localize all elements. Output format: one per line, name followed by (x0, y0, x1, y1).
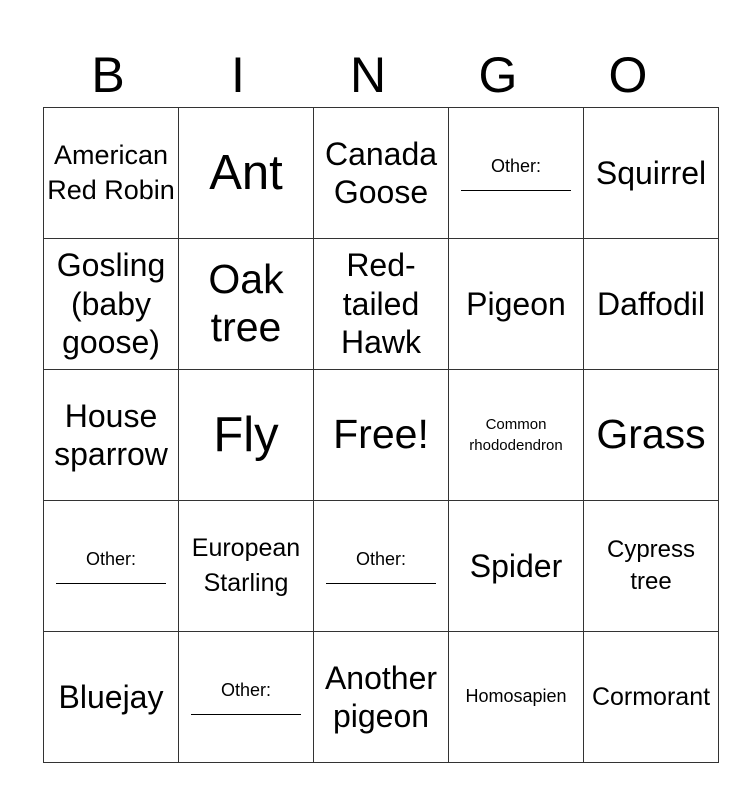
cell-label: Fly (213, 407, 279, 462)
bingo-cell[interactable] (179, 370, 314, 501)
bingo-cell[interactable] (449, 632, 584, 763)
bingo-cell[interactable] (314, 501, 449, 632)
bingo-cell[interactable] (179, 239, 314, 370)
bingo-cell[interactable] (449, 239, 584, 370)
cell-label: Oak tree (208, 256, 284, 350)
bingo-row (44, 370, 719, 501)
cell-label: Red-tailed Hawk (340, 247, 421, 361)
write-in-line[interactable] (326, 583, 436, 584)
header-letter-g: G (478, 47, 518, 103)
header-letter-o: O (608, 47, 648, 103)
bingo-row (44, 632, 719, 763)
bingo-cell[interactable] (314, 108, 449, 239)
other-label: Other: (220, 679, 272, 700)
cell-label: Canada Goose (324, 135, 438, 210)
cell-label: Common rhododendron (469, 416, 563, 454)
bingo-cell[interactable] (179, 632, 314, 763)
cell-label: Free! (333, 411, 429, 458)
cell-label: Homosapien (465, 686, 567, 707)
bingo-cell[interactable] (584, 108, 719, 239)
cell-label: Daffodil (597, 285, 705, 322)
other-label: Other: (355, 548, 407, 569)
bingo-header (43, 44, 693, 106)
bingo-cell[interactable] (44, 632, 179, 763)
bingo-cell[interactable] (449, 108, 584, 239)
other-label: Other: (85, 548, 137, 569)
cell-label: Cormorant (591, 682, 711, 711)
bingo-cell[interactable] (314, 632, 449, 763)
cell-label: Bluejay (58, 678, 164, 715)
bingo-cell[interactable] (314, 370, 449, 501)
bingo-cell[interactable] (44, 108, 179, 239)
cell-label: European Starling (191, 534, 301, 597)
bingo-cell[interactable] (584, 370, 719, 501)
bingo-row (44, 501, 719, 632)
bingo-cell[interactable] (449, 370, 584, 501)
cell-label: Grass (596, 411, 706, 458)
cell-label: Ant (209, 145, 283, 200)
bingo-board-body (44, 108, 719, 763)
bingo-cell[interactable] (179, 108, 314, 239)
header-letter-b: B (91, 47, 125, 103)
write-in-line[interactable] (461, 190, 571, 191)
bingo-row (44, 108, 719, 239)
other-label: Other: (490, 155, 542, 176)
bingo-cell[interactable] (449, 501, 584, 632)
bingo-board (43, 107, 719, 763)
header-letter-n: N (349, 47, 387, 103)
bingo-cell[interactable] (314, 239, 449, 370)
bingo-cell[interactable] (584, 501, 719, 632)
bingo-row (44, 239, 719, 370)
bingo-cell[interactable] (44, 370, 179, 501)
cell-label: Gosling (baby goose) (56, 247, 166, 361)
bingo-cell[interactable] (584, 632, 719, 763)
cell-label: Pigeon (466, 285, 566, 322)
bingo-cell[interactable] (44, 239, 179, 370)
cell-label: Spider (469, 547, 563, 584)
cell-label: American Red Robin (47, 139, 175, 205)
header-letter-i: I (231, 47, 245, 103)
cell-label: Cypress tree (606, 536, 696, 595)
bingo-cell[interactable] (44, 501, 179, 632)
write-in-line[interactable] (56, 583, 166, 584)
bingo-cell[interactable] (584, 239, 719, 370)
cell-label: House sparrow (54, 397, 168, 472)
bingo-cell[interactable] (179, 501, 314, 632)
write-in-line[interactable] (191, 714, 301, 715)
cell-label: Another pigeon (324, 659, 438, 734)
cell-label: Squirrel (595, 154, 707, 191)
